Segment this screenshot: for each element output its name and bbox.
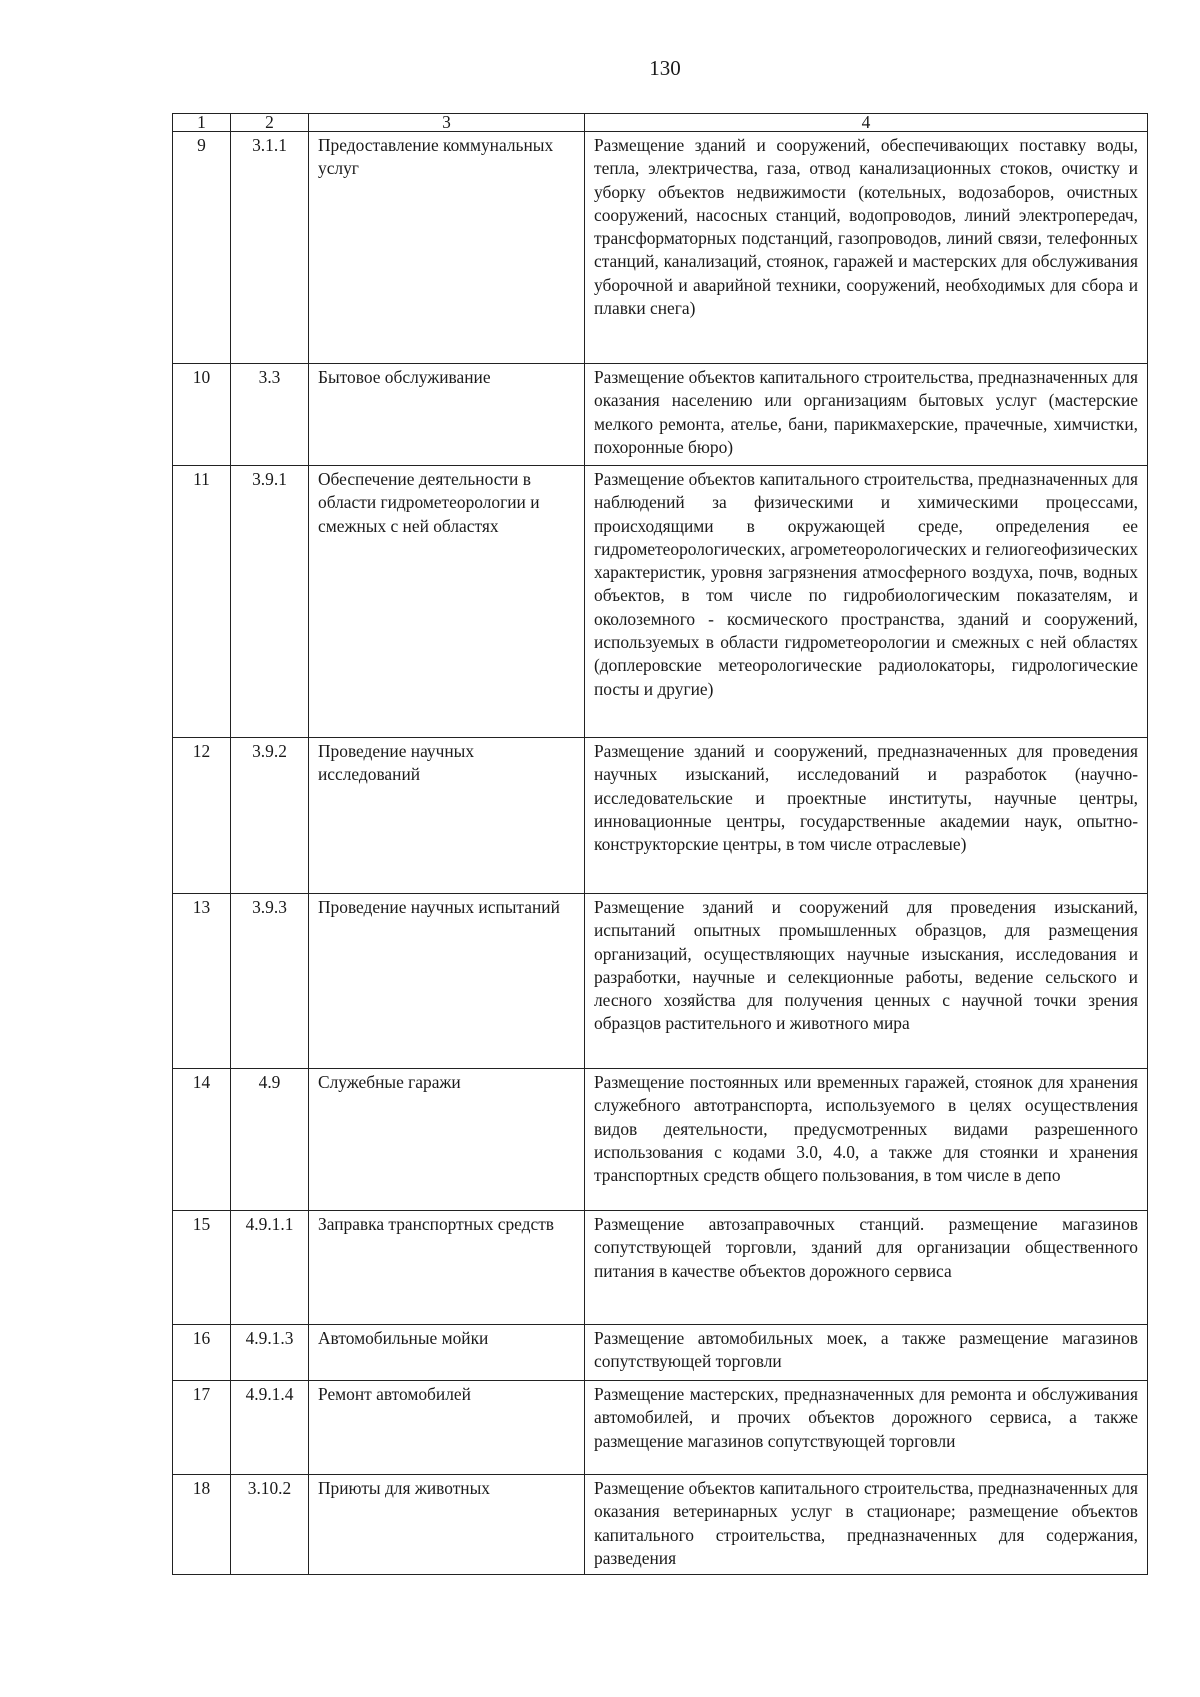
table-row (173, 1475, 1148, 1575)
use-code: 4.9.1.3 (231, 1325, 309, 1381)
table-row (173, 466, 1148, 738)
table-row (173, 1381, 1148, 1475)
use-code: 4.9 (231, 1069, 309, 1211)
use-name: Служебные гаражи (309, 1069, 585, 1211)
use-name: Проведение научных исследований (309, 738, 585, 894)
row-number: 15 (173, 1211, 231, 1325)
use-code: 3.10.2 (231, 1475, 309, 1575)
use-name: Заправка транспортных средств (309, 1211, 585, 1325)
table-row (173, 1069, 1148, 1211)
row-number: 10 (173, 364, 231, 466)
use-description: Размещение объектов капитального строительства, предназначенных для оказания ветеринарных услуг в стационаре; размещение объектов капитального строительства, предназначенных для содержания, разведения (585, 1475, 1148, 1575)
use-code: 4.9.1.4 (231, 1381, 309, 1475)
header-cell: 3 (309, 114, 585, 132)
land-use-table (172, 113, 1148, 1575)
row-number: 9 (173, 132, 231, 364)
table-row (173, 738, 1148, 894)
use-code: 3.9.2 (231, 738, 309, 894)
table-row (173, 1325, 1148, 1381)
use-name: Обеспечение деятельности в области гидрометеорологии и смежных с ней областях (309, 466, 585, 738)
row-number: 13 (173, 894, 231, 1069)
row-number: 17 (173, 1381, 231, 1475)
row-number: 18 (173, 1475, 231, 1575)
table-row (173, 132, 1148, 364)
use-name: Предоставление коммунальных услуг (309, 132, 585, 364)
header-cell: 1 (173, 114, 231, 132)
row-number: 11 (173, 466, 231, 738)
table-row (173, 364, 1148, 466)
use-name: Ремонт автомобилей (309, 1381, 585, 1475)
use-code: 3.9.1 (231, 466, 309, 738)
use-code: 3.1.1 (231, 132, 309, 364)
use-description: Размещение мастерских, предназначенных для ремонта и обслуживания автомобилей, и прочих объектов дорожного сервиса, а также размещение магазинов сопутствующей торговли (585, 1381, 1148, 1475)
row-number: 14 (173, 1069, 231, 1211)
use-description: Размещение зданий и сооружений, предназначенных для проведения научных изысканий, исследований и разработок (научно-исследовательские и проектные институты, научные центры, инновационные центры, государственные академии наук, опытно-конструкторские центры, в том числе отраслевые) (585, 738, 1148, 894)
use-description: Размещение постоянных или временных гаражей, стоянок для хранения служебного автотранспорта, используемого в целях осуществления видов деятельности, предусмотренных видами разрешенного использования с кодами 3.0, 4.0, а также для стоянки и хранения транспортных средств общего пользования, в том числе в депо (585, 1069, 1148, 1211)
use-description: Размещение автомобильных моек, а также размещение магазинов сопутствующей торговли (585, 1325, 1148, 1381)
use-description: Размещение объектов капитального строительства, предназначенных для оказания населению или организациям бытовых услуг (мастерские мелкого ремонта, ателье, бани, парикмахерские, прачечные, химчистки, похоронные бюро) (585, 364, 1148, 466)
use-name: Бытовое обслуживание (309, 364, 585, 466)
use-description: Размещение автозаправочных станций. размещение магазинов сопутствующей торговли, зданий для организации общественного питания в качестве объектов дорожного сервиса (585, 1211, 1148, 1325)
table-row (173, 894, 1148, 1069)
use-description: Размещение зданий и сооружений, обеспечивающих поставку воды, тепла, электричества, газа, отвод канализационных стоков, очистку и уборку объектов недвижимости (котельных, водозаборов, очистных сооружений, насосных станций, водопроводов, линий электропередач, трансформаторных подстанций, газопроводов, линий связи, телефонных станций, канализаций, стоянок, гаражей и мастерских для обслуживания уборочной и аварийной техники, сооружений, необходимых для сбора и плавки снега) (585, 132, 1148, 364)
use-description: Размещение объектов капитального строительства, предназначенных для наблюдений за физическими и химическими процессами, происходящими в окружающей среде, определения ее гидрометеорологических, агрометеорологических и гелиогеофизических характеристик, уровня загрязнения атмосферного воздуха, почв, водных объектов, в том числе по гидробиологическим показателям, и околоземного - космического пространства, зданий и сооружений, используемых в области гидрометеорологии и смежных с ней областях (доплеровские метеорологические радиолокаторы, гидрологические посты и другие) (585, 466, 1148, 738)
use-description: Размещение зданий и сооружений для проведения изысканий, испытаний опытных промышленных образцов, для размещения организаций, осуществляющих научные изыскания, исследования и разработки, научные и селекционные работы, ведение сельского и лесного хозяйства для получения ценных с научной точки зрения образцов растительного и животного мира (585, 894, 1148, 1069)
use-name: Приюты для животных (309, 1475, 585, 1575)
use-code: 4.9.1.1 (231, 1211, 309, 1325)
row-number: 16 (173, 1325, 231, 1381)
use-name: Проведение научных испытаний (309, 894, 585, 1069)
table-row (173, 1211, 1148, 1325)
header-cell: 2 (231, 114, 309, 132)
page-number: 130 (649, 56, 681, 80)
use-code: 3.9.3 (231, 894, 309, 1069)
header-cell: 4 (585, 114, 1148, 132)
row-number: 12 (173, 738, 231, 894)
header-row (173, 114, 1148, 132)
use-code: 3.3 (231, 364, 309, 466)
use-name: Автомобильные мойки (309, 1325, 585, 1381)
